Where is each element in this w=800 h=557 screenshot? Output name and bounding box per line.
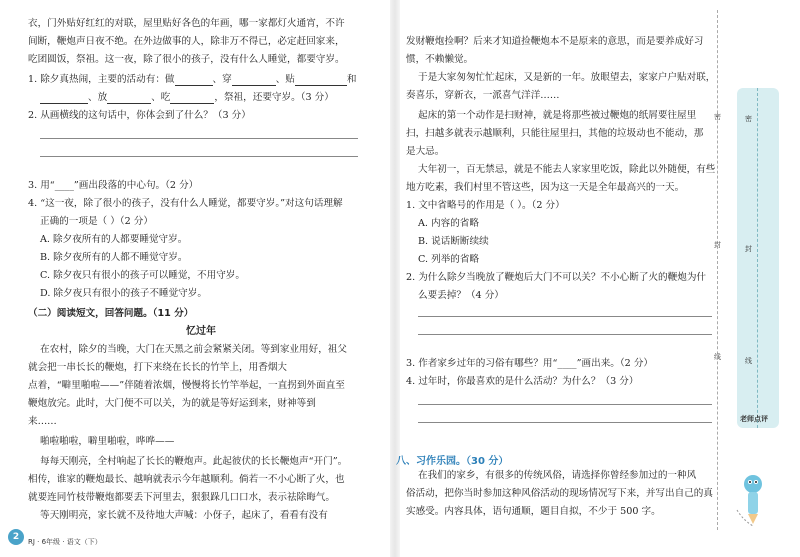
passage-line: 间断，鞭炮声日夜不绝。在外边做事的人，除非万不得已，必定赶回家来， [28,36,345,47]
article-line: 鞭炮放完。此时，大门便不可以关，为的就是等好运到来，财神等到 [28,398,316,409]
answer-line[interactable] [418,404,712,405]
answer-blank[interactable] [170,93,214,104]
binding-mark: 线 [714,353,721,361]
question-2: 2. 从画横线的这句话中，你体会到了什么？（3 分） [28,110,251,121]
option-b[interactable]: B. 除夕夜所有的人都不睡觉守岁。 [40,252,188,263]
article-line: 于是大家匆匆忙忙起床，又是新的一年。放眼望去，家家户户贴对联， [418,72,716,83]
pencil-mascot-icon [733,470,773,530]
article-line: 惯，不赖懒觉。 [406,54,474,65]
option-c[interactable]: C. 除夕夜只有很小的孩子可以睡觉，不用守岁。 [40,270,245,281]
answer-blank[interactable] [107,93,151,104]
panel-label: 密 [745,115,752,123]
binding-dashed-line [717,10,718,530]
question-4-line-2: 正确的一项是（ ）（2 分） [40,216,153,227]
article-line: 相传，谁家的鞭炮最长、越响就表示今年越顺利。倘若一不小心断了火，也 [28,474,345,485]
page-number-badge: 2 [8,529,24,545]
article-line: 点着，“噼里啪啦——”伴随着浓烟，慢慢将长竹竿举起，一直拐到外面直至 [28,380,345,391]
answer-line[interactable] [40,156,358,157]
teacher-comment-panel [737,88,779,428]
footer-text: RJ · 6年级 · 语文（下） [28,538,102,546]
question-2-line-1: 2. 为什么除夕当晚放了鞭炮后大门不可以关？不小心断了火的鞭炮为什 [406,272,707,283]
article-line: 大年初一，百无禁忌，就是不能去人家家里吃饭，除此以外随便，有些 [418,164,716,175]
panel-divider [757,88,758,428]
writing-prompt-line: 俗活动，把你当时参加这种风俗活动的现场情况写下来，并写出自己的真 [406,488,713,499]
option-a[interactable]: A. 内容的省略 [418,218,479,229]
binding-mark: 密 [714,113,721,121]
question-1-line-2: 、放 、吃 ，祭祖，还要守岁。（3 分） [40,92,334,104]
writing-prompt-line: 实感受。内容具体，语句通顺，题目自拟，不少于 500 字。 [406,506,661,517]
teacher-comment-label: 老师点评 [740,415,768,423]
left-page [0,0,390,557]
passage-line: 吃团圆饭，祭祖。这一夜，除了很小的孩子，没有什么人睡觉，都要守岁。 [28,54,345,65]
article-line: 等天刚明亮，家长就不及待地大声喊：小伢子，起床了，看看有没有 [40,510,328,521]
question-3: 3. 用“____”画出段落的中心句。（2 分） [28,180,199,191]
article-line: 奏喜乐，穿新衣，一派喜气洋洋…… [406,90,560,101]
question-1-line-1: 1. 除夕真热闹，主要的活动有：做 、穿 、贴 和 [28,74,357,85]
answer-blank[interactable] [40,93,88,104]
section-2-heading: （二）阅读短文，回答问题。（11 分） [28,308,194,319]
article-line: 在农村，除夕的当晚，大门在天黑之前会紧紧关闭。等到家业用好，祖父 [40,344,347,355]
article-line: 每每天刚亮，全村响起了长长的鞭炮声。此起彼伏的长长鞭炮声“开门”。 [40,456,348,467]
answer-line[interactable] [418,334,712,335]
onomatopoeia-line: 啪啦啪啦，噼里啪啦，哗哗—— [40,436,175,447]
article-line: 是大忌。 [406,146,445,157]
page-fold [390,0,400,557]
article-line: 就要连同竹枝带鞭炮都要丢下河里去，狠狠跺几口口水，表示祛除晦气。 [28,492,335,503]
binding-mark: 封 [714,241,721,249]
option-a[interactable]: A. 除夕夜所有的人都要睡觉守岁。 [40,234,188,245]
article-line: 地方吃素，我们村里不管这些，因为这一天是全年最高兴的一天。 [406,182,685,193]
article-line: 来…… [28,416,57,427]
article-title: 忆过年 [186,326,216,337]
section-8-heading: 八、习作乐园。（30 分） [396,456,509,467]
article-line: 起床的第一个动作是扫财神，就是将那些被过鞭炮的纸屑要往屋里 [418,110,697,121]
panel-label: 封 [745,245,752,253]
answer-blank[interactable] [295,75,347,86]
article-line: 就会把一串长长的鞭炮，打下来绕在长长的竹竿上，用香烟大 [28,362,288,373]
article-line: 发财鞭炮捡啊？后来才知道捡鞭炮本不是原来的意思，而是要养成好习 [406,36,704,47]
option-c[interactable]: C. 列举的省略 [418,254,480,265]
question-4-line-1: 4. “这一夜，除了很小的孩子，没有什么人睡觉，都要守岁。”对这句话理解 [28,198,343,209]
question-4: 4. 过年时，你最喜欢的是什么活动？为什么？（3 分） [406,376,639,387]
writing-prompt-line: 在我们的家乡，有很多的传统风俗，请选择你曾经参加过的一种风 [418,470,697,481]
answer-line[interactable] [40,138,358,139]
answer-blank[interactable] [175,75,213,86]
question-1: 1. 文中省略号的作用是（ ）。（2 分） [406,200,565,211]
passage-line: 衣，门外贴好红红的对联，屋里贴好各色的年画，哪一家都灯火通宵，不许 [28,18,345,29]
panel-label: 线 [745,357,752,365]
answer-line[interactable] [418,422,712,423]
question-3: 3. 作者家乡过年的习俗有哪些？用“____”画出来。（2 分） [406,358,654,369]
article-line: 扫，扫越多就表示越顺利，只能往屋里扫，其他的垃圾动也不能动，那 [406,128,704,139]
answer-line[interactable] [418,316,712,317]
question-2-line-2: 么要丢掉？（4 分） [418,290,504,301]
answer-blank[interactable] [232,75,276,86]
option-b[interactable]: B. 说话断断续续 [418,236,489,247]
option-d[interactable]: D. 除夕夜只有很小的孩子不睡觉守岁。 [40,288,207,299]
